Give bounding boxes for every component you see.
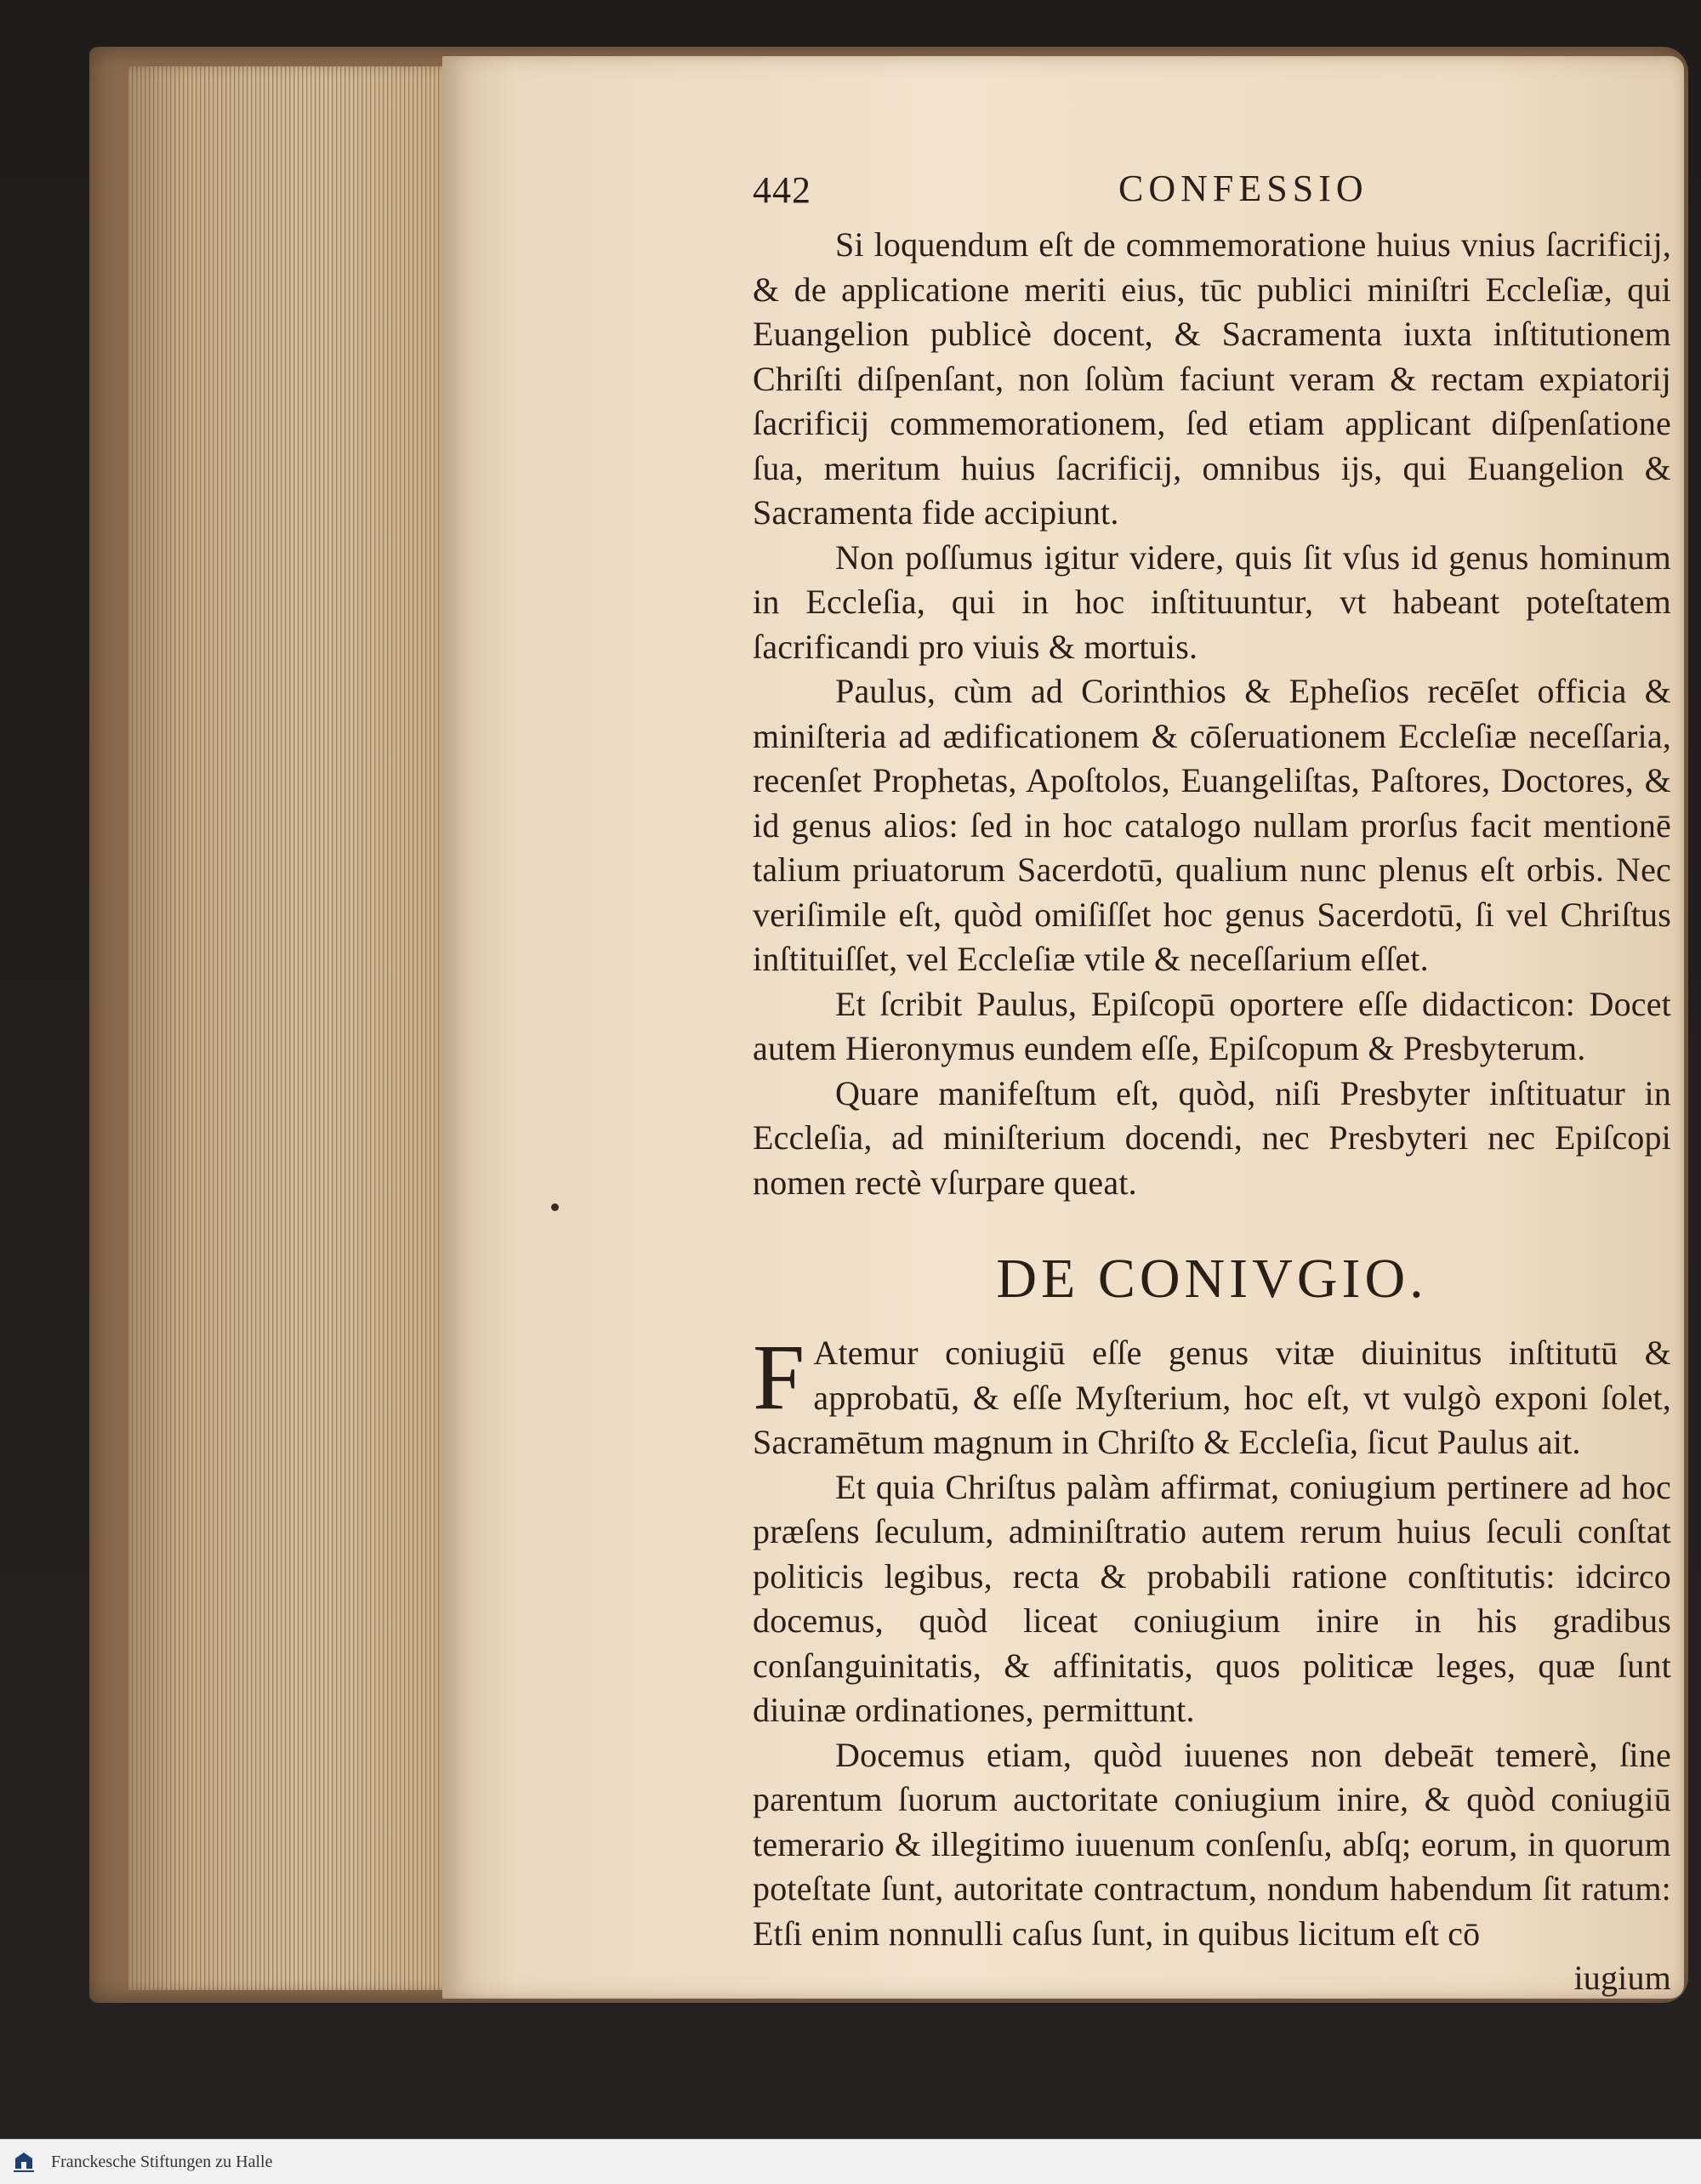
paragraph: Et quia Chriſtus palàm affirmat, coniugium pertinere ad hoc præſens ſeculum, adminiſtratio autem rerum huius ſeculi conſtat politicis legibus, recta & probabili ratione conſtitutis: idcirco docemus, quòd liceat coniugium inire in his gradibus conſanguinitatis, & affinitatis, quos politicæ leges, quæ ſunt diuinæ ordinationes, permittunt. [753,1467,1671,1729]
running-head-title: CONFESSIO [1118,168,1368,209]
paragraph: Non poſſumus igitur videre, quis ſit vſus id genus hominum in Eccleſia, qui in hoc inſtituuntur, vt habeant poteſtatem ſacrificandi pro viuis & mortuis. [753,537,1671,666]
institution-name[interactable]: Franckesche Stiftungen zu Halle [51,2153,273,2171]
section-heading: DE CONIVGIO. [996,1248,1428,1310]
running-head [753,151,1671,223]
page-number: 442 [753,169,811,211]
paragraph: Si loquendum eſt de commemoratione huius vnius ſacrificij, & de applicatione meriti eius, tūc publici miniſtri Eccleſiæ, qui Euangelion publicè docent, & Sacramenta iuxta inſtitutionem Chriſti diſpenſant, non ſolùm faciunt veram & rectam expiatorij ſacrificij commemorationem, ſed etiam applicant diſpenſatione ſua, meritum huius ſacrificij, omnibus ijs, qui Euangelion & Sacramenta fide accipiunt. [753,225,1671,532]
drop-cap-paragraph-text: Atemur coniugiū eſſe genus vitæ diuinitus inſtitutū & approbatū, & eſſe Myſterium, hoc eſt, vt vulgò exponi ſolet, Sacramētum magnum in Chriſto & Eccleſia, ſicut Paulus ait. [753,1334,1671,1461]
page-edges [128,66,451,1990]
ink-dot [551,1203,559,1211]
catchword: iugium [1573,1959,1671,1997]
footer-bar [0,2139,1701,2184]
paragraph: Docemus etiam, quòd iuuenes non debeāt temerè, ſine parentum ſuorum auctoritate coniugium inire, & quòd coniugiū temerario & illegitimo iuuenum conſenſu, abſq; eorum, in quorum poteſtate ſunt, autoritate contractum, nondum habendum ſit ratum: Etſi enim nonnulli caſus ſunt, in quibus licitum eſt cō [753,1735,1671,1953]
drop-cap-paragraph [753,1325,1671,1465]
franckesche-stiftungen-logo-icon[interactable] [9,2147,39,2177]
paragraph: Et ſcribit Paulus, Epiſcopū oportere eſſe didacticon: Docet autem Hieronymus eundem eſſe, Epiſcopum & Presbyterum. [753,984,1671,1067]
drop-cap: F [753,1325,805,1429]
paragraph: Quare manifeſtum eſt, quòd, niſi Presbyter inſtituatur in Eccleſia, ad miniſterium docendi, nec Presbyteri nec Epiſcopi nomen rectè vſurpare queat. [753,1073,1671,1202]
page-text-block [753,151,1671,2001]
paragraph: Paulus, cùm ad Corinthios & Epheſios recēſet officia & miniſteria ad ædificationem & cōſeruationem Eccleſiæ neceſſaria, recenſet Prophetas, Apoſtolos, Euangeliſtas, Paſtores, Doctores, & id genus alios: ſed in hoc catalogo nullam prorſus facit mentionē talium priuatorum Sacerdotū, qualium nunc plenus eſt orbis. Nec veriſimile eſt, quòd omiſiſſet hoc genus Sacerdotū, ſi vel Chriſtus inſtituiſſet, vel Eccleſiæ vtile & neceſſarium eſſet. [753,672,1671,978]
